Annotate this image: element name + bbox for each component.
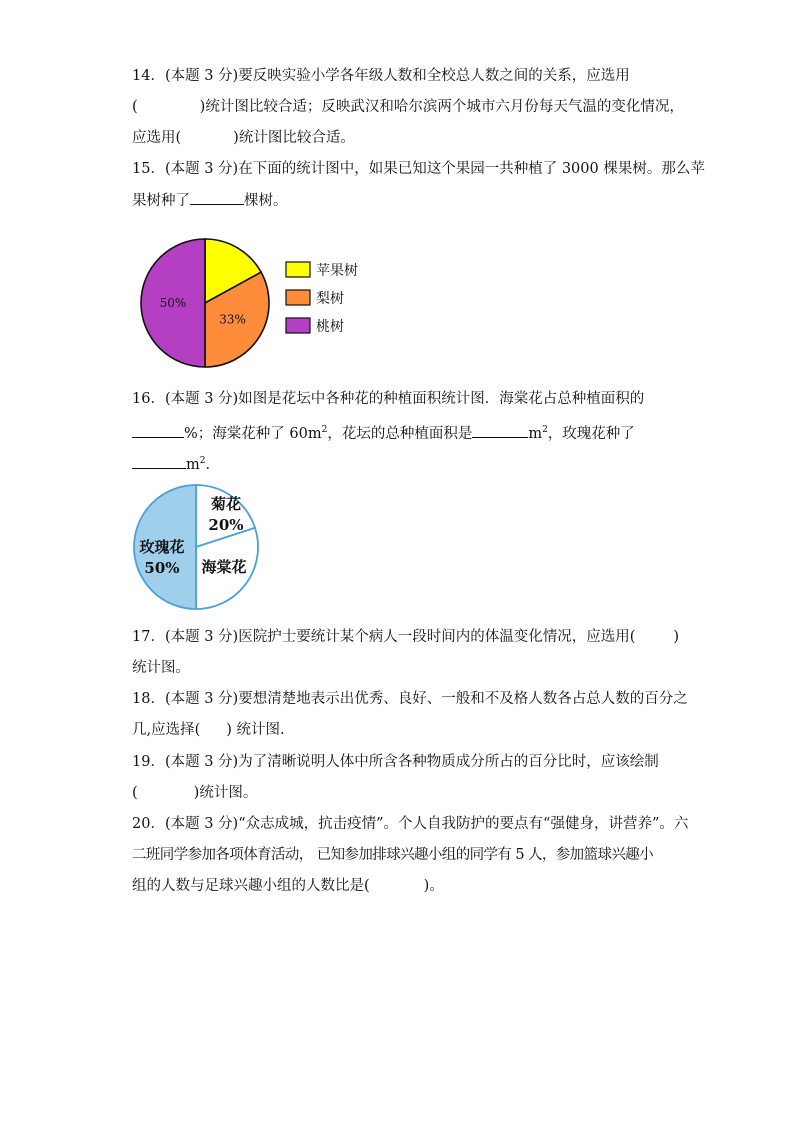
q14-line1	[132, 66, 630, 86]
q18-number: 18．(本题 3 分)	[132, 691, 239, 707]
q16-line1	[132, 389, 644, 409]
q15-number: 15．(本题 3 分)	[132, 161, 239, 177]
q17-line2	[132, 658, 190, 678]
q20-line3	[132, 876, 444, 896]
q14-text-2: 统计图比较合适；反映武汉和哈尔滨两个城市六月份每天气温的变化情况，	[205, 99, 684, 115]
q14-text-3: 应选用(	[132, 130, 182, 146]
q17-number: 17．(本题 3 分)	[132, 629, 239, 645]
q20-text-1: “众志成城，抗击疫情”。个人自我防护的要点有“强健身，讲营养”。六	[238, 816, 689, 832]
legend-swatch-1	[286, 290, 310, 305]
legend-label-0: 苹果树	[316, 263, 358, 279]
flowerbed-pie-chart	[132, 484, 267, 619]
q16-text-5: ，玫瑰花种了	[547, 425, 635, 442]
flower-name-2: 玫瑰花	[139, 538, 185, 556]
q18-line2	[132, 720, 285, 740]
q16-text-4: m	[528, 425, 543, 442]
q15-answer-blank[interactable]	[190, 190, 244, 205]
q20-text-2: 二班同学参加各项体育活动， 已知参加排球兴趣小组的同学有 5 人，参加篮球兴趣小	[132, 847, 654, 863]
q16-text-2: %；海棠花种了 60m	[184, 425, 322, 442]
q17-text-1: 医院护士要统计某个病人一段时间内的体温变化情况，应选用(	[238, 629, 636, 645]
q14-text-1: 要反映实验小学各年级人数和全校总人数之间的关系，应选用	[238, 68, 630, 84]
q19-line2	[132, 783, 257, 803]
flowerbed-pie	[134, 485, 258, 609]
q15-line2	[132, 190, 288, 211]
q15-text-2: 果树种了	[132, 193, 190, 209]
q16-text-6: m	[186, 456, 200, 473]
q17-text-3: 统计图。	[132, 660, 190, 676]
q16-answer-blank-2[interactable]	[472, 423, 528, 438]
legend-swatch-2	[286, 318, 310, 333]
q18-text-3: ) 统计图.	[226, 722, 285, 738]
q14-line3	[132, 128, 355, 148]
q16-number: 16．(本题 3 分)	[132, 391, 239, 407]
orchard-pie	[141, 239, 269, 367]
q16-text-3: ，花坛的总种植面积是	[327, 425, 473, 442]
q19-line1	[132, 752, 659, 772]
q20-line2	[132, 845, 653, 865]
q16-line3	[132, 451, 220, 475]
legend-label-2: 桃树	[316, 319, 344, 335]
q16-line2	[132, 420, 635, 444]
q18-text-1: 要想清楚地表示出优秀、良好、一般和不及格人数各占总人数的百分之	[238, 691, 688, 707]
q14-text-4: )统计图比较合适。	[233, 130, 355, 146]
q16-answer-blank-1[interactable]	[132, 423, 184, 438]
orchard-legend	[286, 262, 358, 335]
q19-number: 19．(本题 3 分)	[132, 754, 239, 770]
q20-text-4: )。	[423, 878, 444, 894]
pie-label-1: 33%	[219, 312, 246, 327]
q19-text-2: (	[132, 785, 138, 801]
q18-line1	[132, 689, 688, 709]
q20-number: 20．(本题 3 分)	[132, 816, 239, 832]
q19-text-1: 为了清晰说明人体中所含各种物质成分所占的百分比时，应该绘制	[238, 754, 659, 770]
q20-text-3: 组的人数与足球兴趣小组的人数比是(	[132, 878, 370, 894]
q19-text-3: )统计图。	[193, 785, 258, 801]
q14-number: 14．(本题 3 分)	[132, 68, 239, 84]
q15-line1	[132, 159, 705, 179]
q16-sup-2: 2	[542, 425, 548, 435]
q15-text-3: 棵树。	[244, 193, 288, 209]
legend-label-1: 梨树	[316, 291, 344, 307]
q17-line1	[132, 627, 679, 647]
q16-sup-3: 2	[199, 456, 206, 466]
pie-label-2: 50%	[159, 296, 187, 310]
q15-text-1: 在下面的统计图中，如果已知这个果园一共种植了 3000 棵果树。那么苹	[238, 161, 705, 177]
q18-text-2: 几,应选择(	[132, 722, 201, 738]
flower-label-2: 50%	[144, 559, 180, 577]
q17-text-2: )	[673, 629, 680, 645]
q16-text-7: ．	[205, 456, 220, 473]
q16-text-1: 如图是花坛中各种花的种植面积统计图．海棠花占总种植面积的	[238, 391, 645, 407]
q20-line1	[132, 814, 688, 834]
flower-name-0: 菊花	[210, 495, 242, 513]
flower-label-0: 20%	[208, 516, 244, 534]
legend-swatch-0	[286, 262, 310, 277]
orchard-pie-chart	[138, 236, 378, 371]
q16-sup-1: 2	[321, 425, 328, 435]
q14-line2: ( )统计图比较合适；反映武汉和哈尔滨两个城市六月份每天气温的变化情况，	[132, 99, 684, 115]
flower-name-1: 海棠花	[201, 558, 247, 576]
q16-answer-blank-3[interactable]	[132, 454, 186, 469]
